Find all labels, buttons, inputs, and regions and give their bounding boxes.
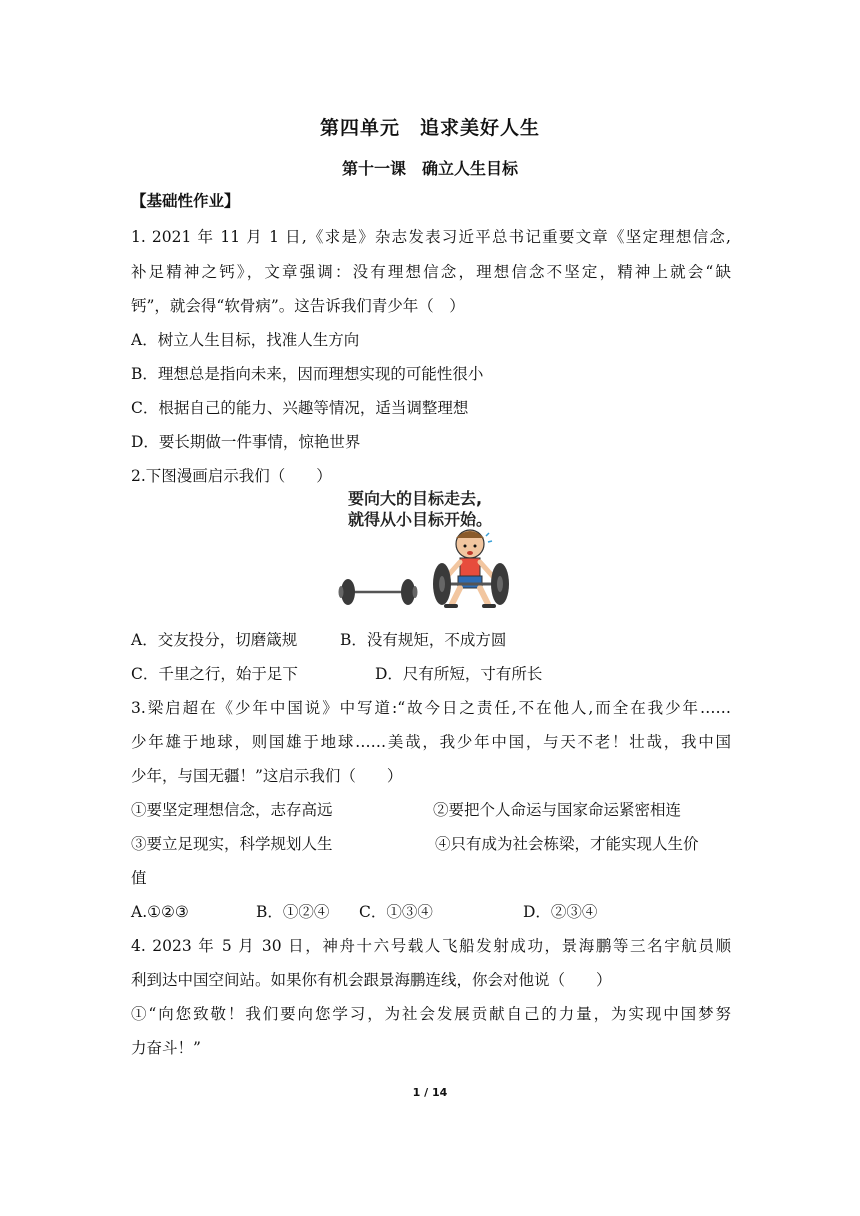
q1-stem-line-3: 钙”，就会得“软骨病”。这告诉我们青少年（ ） [131, 297, 465, 315]
q3-stem-line-1: 3.梁启超在《少年中国说》中写道:“故今日之责任,不在他人,而全在我少年…… [131, 699, 731, 717]
q4-statement-line-1: ①“向您致敬！我们要向您学习，为社会发展贡献自己的力量，为实现中国梦努 [131, 1005, 731, 1023]
q1-option-a: A．树立人生目标，找准人生方向 [131, 331, 360, 349]
q3-statement-4: ④只有成为社会栋梁，才能实现人生价 [435, 835, 699, 853]
q3-option-b: B．①②④ [256, 903, 330, 921]
q1-stem-line-2: 补足精神之钙》，文章强调：没有理想信念，理想信念不坚定，精神上就会“缺 [131, 263, 731, 281]
q1-option-d: D．要长期做一件事情，惊艳世界 [131, 433, 361, 451]
lesson-title: 第十一课 确立人生目标 [341, 159, 518, 178]
q2-stem: 2.下图漫画启示我们（ ） [131, 467, 332, 485]
q2-option-c: C．千里之行，始于足下 [131, 665, 298, 683]
small-barbell-icon [339, 579, 418, 605]
q4-stem-line-1: 4. 2023 年 5 月 30 日，神舟十六号载人飞船发射成功，景海鹏等三名宇航员顺 [131, 937, 731, 955]
q1-stem-line-1: 1. 2021 年 11 月 1 日,《求是》杂志发表习近平总书记重要文章《坚定理想信念, [131, 228, 731, 246]
q4-statement-line-2: 力奋斗！” [131, 1039, 201, 1057]
q3-statement-2: ②要把个人命运与国家命运紧密相连 [433, 801, 682, 819]
q3-option-d: D．②③④ [523, 903, 598, 921]
q3-stem-line-3: 少年，与国无疆！”这启示我们（ ） [131, 767, 403, 785]
q3-option-a: A.①②③ [131, 903, 189, 921]
q2-option-d: D．尺有所短，寸有所长 [375, 665, 543, 683]
q3-statement-4-wrap: 值 [131, 869, 147, 887]
section-label: 【基础性作业】 [131, 192, 240, 210]
q3-statement-1: ①要坚定理想信念，志存高远 [131, 801, 333, 819]
unit-title: 第四单元 追求美好人生 [319, 117, 540, 139]
page-number: 1 / 14 [412, 1086, 448, 1099]
q4-stem-line-2: 利到达中国空间站。如果你有机会跟景海鹏连线，你会对他说（ ） [131, 971, 612, 989]
q1-option-b: B．理想总是指向未来，因而理想实现的可能性很小 [131, 365, 484, 383]
q3-option-c: C．①③④ [359, 903, 433, 921]
q2-option-b: B．没有规矩，不成方圆 [340, 631, 507, 649]
comic-caption-line-1: 要向大的目标走去, [348, 489, 483, 508]
q1-option-c: C．根据自己的能力、兴趣等情况，适当调整理想 [131, 399, 469, 417]
weightlifter-icon [444, 530, 496, 606]
q3-stem-line-2: 少年雄于地球，则国雄于地球……美哉，我少年中国，与天不老！壮哉，我中国 [131, 733, 731, 751]
comic-caption-line-2: 就得从小目标开始。 [348, 510, 493, 529]
weightlifting-comic [332, 486, 528, 614]
q3-statement-3: ③要立足现实，科学规划人生 [131, 835, 333, 853]
q2-option-a: A．交友投分，切磨箴规 [131, 631, 298, 649]
